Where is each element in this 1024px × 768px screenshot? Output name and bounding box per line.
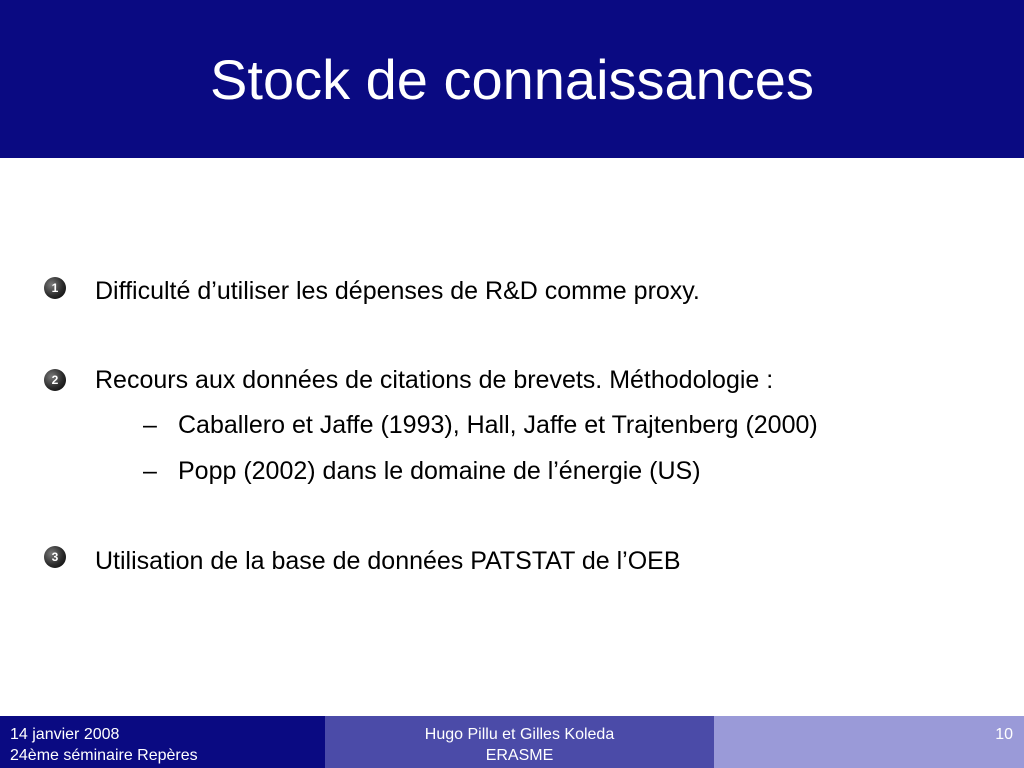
footer-date: 14 janvier 2008 bbox=[10, 726, 120, 743]
dash-bullet: – bbox=[143, 411, 157, 439]
footer-date-event bbox=[0, 716, 325, 768]
footer-organization: ERASME bbox=[485, 747, 554, 764]
number-badge-1: 1 bbox=[44, 277, 66, 299]
page-number: 10 bbox=[995, 726, 1013, 743]
list-item-text: Recours aux données de citations de brevets. Méthodologie : bbox=[95, 366, 774, 394]
number-badge-2: 2 bbox=[44, 369, 66, 391]
sub-item-text: Popp (2002) dans le domaine de l’énergie (US) bbox=[178, 457, 701, 485]
number-badge-3: 3 bbox=[44, 546, 66, 568]
slide-title: Stock de connaissances bbox=[210, 48, 814, 111]
sub-item-text: Caballero et Jaffe (1993), Hall, Jaffe et Trajtenberg (2000) bbox=[178, 411, 818, 439]
footer bbox=[0, 716, 1024, 768]
list-item-text: Utilisation de la base de données PATSTAT de l’OEB bbox=[95, 547, 681, 575]
footer-event: 24ème séminaire Repères bbox=[10, 747, 198, 764]
footer-page bbox=[714, 716, 1024, 768]
dash-bullet: – bbox=[143, 457, 157, 485]
list-item-text: Difficulté d’utiliser les dépenses de R&D comme proxy. bbox=[95, 277, 700, 305]
footer-authors bbox=[325, 716, 714, 768]
footer-author-names: Hugo Pillu et Gilles Koleda bbox=[424, 726, 615, 743]
